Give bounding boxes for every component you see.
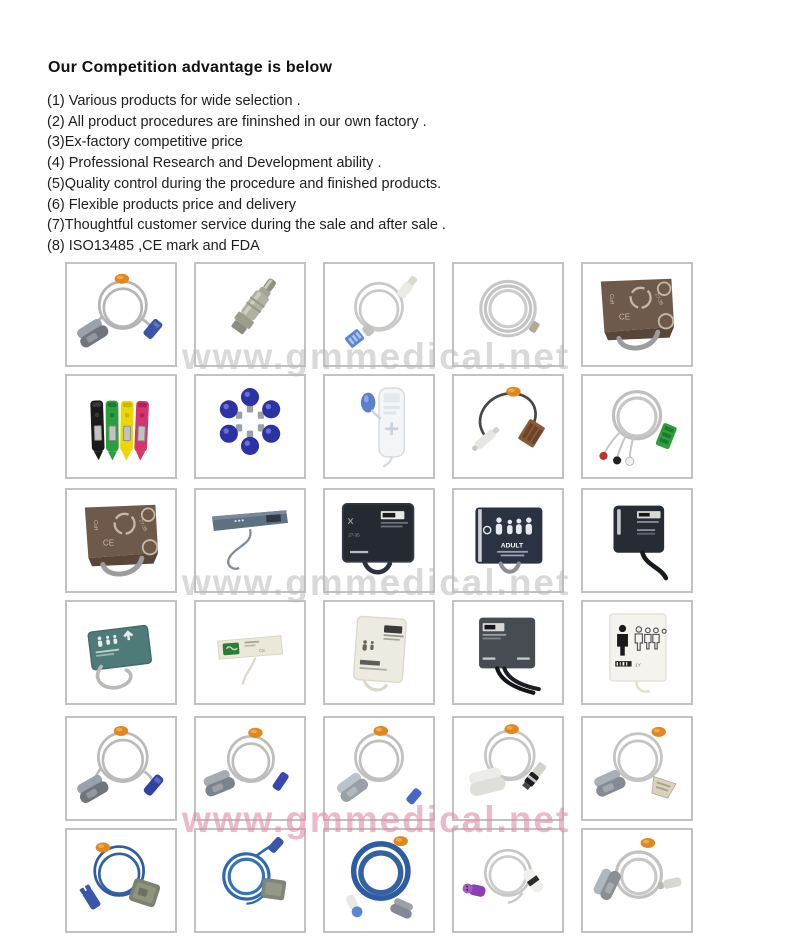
teal-nibp-cuff-illustration	[70, 605, 172, 700]
blue-disposable-nibp-cuff-illustration	[199, 493, 301, 588]
product-spo2-adult-clip-sensor	[65, 716, 177, 821]
svg-text:CE: CE	[618, 312, 631, 322]
product-brown-nibp-cuff	[581, 262, 693, 367]
brown-nibp-cuff-illustration	[586, 267, 688, 362]
advantage-list	[47, 91, 446, 257]
svg-text:1Y: 1Y	[635, 662, 641, 668]
product-spo2-sensor-purple-connector	[452, 828, 564, 933]
product-blue-coiled-cable-flat-sensor	[194, 828, 306, 933]
black-adult-nibp-cuff-illustration	[328, 493, 430, 588]
product-brown-nibp-cuff-folded	[65, 488, 177, 593]
blue-cable-flat-spo2-sensor-illustration	[70, 833, 172, 928]
gray-spo2-sensor-round-connector-illustration	[586, 833, 688, 928]
product-cream-adult-disposable-cuff	[323, 600, 435, 705]
svg-text:27-35: 27-35	[137, 518, 148, 533]
neonate-disposable-cuff-animal-print-illustration	[199, 605, 301, 700]
navy-adult-nibp-cuff-family-icons-illustration	[457, 493, 559, 588]
advantage-item: (8) ISO13485 ,CE mark and FDA	[47, 237, 260, 254]
product-black-adult-nibp-cuff	[323, 488, 435, 593]
brown-nibp-cuff-folded-illustration	[70, 493, 172, 588]
watermark: www.gmmedical.net	[182, 336, 571, 377]
advantage-item: (2) All product procedures are fininshed in our own factory .	[47, 113, 427, 130]
blue-coiled-cable-flat-sensor-illustration	[199, 833, 301, 928]
dark-nibp-cuff-side-tube-illustration	[586, 493, 688, 588]
product-spo2-soft-tip-sensor	[323, 716, 435, 821]
product-nibp-metal-air-connector	[194, 262, 306, 367]
svg-text:Cuff: Cuff	[91, 520, 98, 530]
gray-adult-cuff-two-tubes-illustration	[457, 605, 559, 700]
product-grid-group	[65, 488, 693, 705]
svg-text:27-35: 27-35	[348, 532, 360, 538]
advantage-item: (5)Quality control during the procedure and finished products.	[47, 175, 442, 192]
spo2-sensor-purple-connector-illustration	[457, 833, 559, 928]
product-spo2-sensor-db9-connector	[581, 716, 693, 821]
ecg-adapter-cable-illustration	[457, 379, 559, 474]
cream-adult-disposable-cuff-illustration	[328, 605, 430, 700]
svg-text:Cuff: Cuff	[607, 294, 614, 304]
advantage-item: (6) Flexible products price and delivery	[47, 196, 297, 213]
svg-text:27-35: 27-35	[653, 292, 664, 307]
svg-text:CE: CE	[102, 538, 115, 548]
product-ecg-limb-clamp-electrodes	[65, 374, 177, 479]
product-coiled-gray-interface-cable	[452, 262, 564, 367]
spo2-pediatric-clip-sensor-illustration	[199, 721, 301, 816]
advantage-item: (7)Thoughtful customer service during the sale and after sale .	[47, 217, 446, 234]
product-grid-group	[65, 716, 693, 933]
product-neonate-disposable-cuff-animal-print	[194, 600, 306, 705]
ecg-trunk-cable-green-connector-illustration	[586, 379, 688, 474]
product-ecg-trunk-cable-green-connector	[581, 374, 693, 479]
product-navy-adult-nibp-cuff-family-icons	[452, 488, 564, 593]
product-blue-disposable-nibp-cuff	[194, 488, 306, 593]
spo2-soft-tip-sensor-illustration	[328, 721, 430, 816]
product-thick-blue-spo2-cable-round-connector	[323, 828, 435, 933]
disposable-pressure-infusion-bag-illustration	[328, 379, 430, 474]
advantage-item: (4) Professional Research and Development ability .	[47, 155, 382, 172]
spo2-sensor-round-lemo-connector-illustration	[457, 721, 559, 816]
ecg-suction-bulb-electrodes-illustration	[199, 379, 301, 474]
product-blue-cable-flat-spo2-sensor	[65, 828, 177, 933]
product-ecg-suction-bulb-electrodes	[194, 374, 306, 479]
product-gray-adult-cuff-two-tubes	[452, 600, 564, 705]
spo2-finger-sensor-blue-connector-illustration	[70, 267, 172, 362]
product-teal-nibp-cuff	[65, 600, 177, 705]
product-white-disposable-cuff-person-icons	[581, 600, 693, 705]
nibp-metal-air-connector-illustration	[199, 267, 301, 362]
advantage-item: (3)Ex-factory competitive price	[47, 134, 243, 151]
advantage-item: (1) Various products for wide selection .	[47, 93, 301, 109]
watermark: www.gmmedical.net	[182, 562, 571, 603]
spo2-adult-clip-sensor-illustration	[70, 721, 172, 816]
thick-blue-spo2-cable-round-connector-illustration	[328, 833, 430, 928]
product-spo2-pediatric-clip-sensor	[194, 716, 306, 821]
product-disposable-pressure-infusion-bag	[323, 374, 435, 479]
white-disposable-cuff-person-icons-illustration	[586, 605, 688, 700]
coiled-gray-interface-cable-illustration	[457, 267, 559, 362]
product-gray-spo2-sensor-round-connector	[581, 828, 693, 933]
svg-text:ADULT: ADULT	[500, 542, 524, 550]
spo2-extension-cable-illustration	[328, 267, 430, 362]
product-dark-nibp-cuff-side-tube	[581, 488, 693, 593]
product-ecg-adapter-cable	[452, 374, 564, 479]
product-spo2-extension-cable	[323, 262, 435, 367]
spo2-sensor-db9-connector-illustration	[586, 721, 688, 816]
svg-text:CE: CE	[258, 647, 266, 654]
ecg-limb-clamp-electrodes-illustration	[70, 379, 172, 474]
watermark: www.gmmedical.net	[182, 799, 571, 840]
product-grid-group	[65, 262, 693, 479]
product-spo2-sensor-round-lemo-connector	[452, 716, 564, 821]
page-title: Our Competition advantage is below	[48, 59, 333, 76]
product-spo2-finger-sensor-blue-connector	[65, 262, 177, 367]
